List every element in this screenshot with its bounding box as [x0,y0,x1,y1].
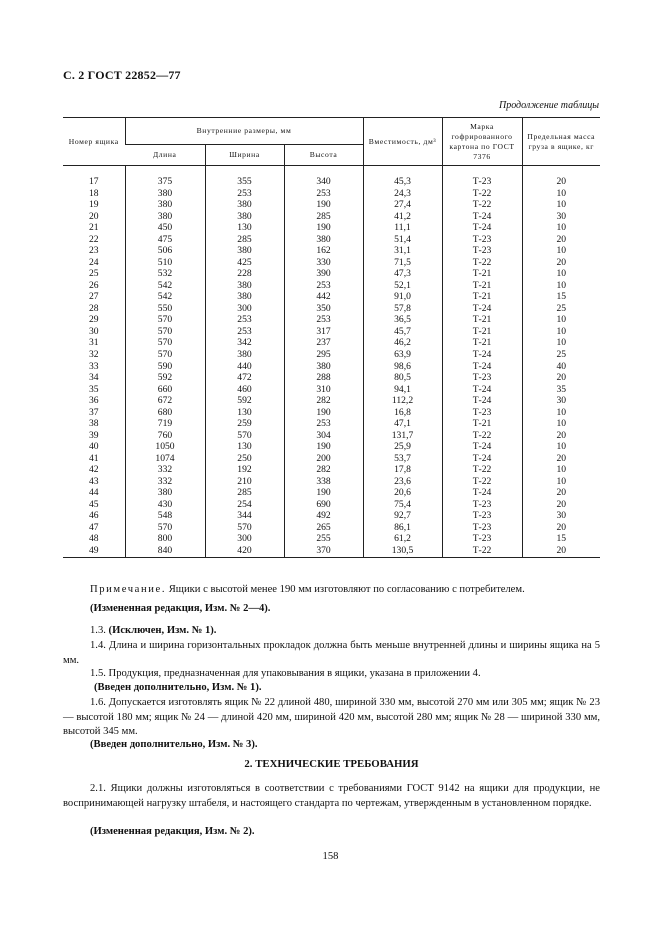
table-cell: 190 [284,441,363,453]
table-cell: 10 [522,188,600,200]
table-cell: 288 [284,372,363,384]
table-cell: Т-23 [442,372,522,384]
table-cell: 255 [284,533,363,545]
table-cell: 254 [205,499,284,511]
table-cell: 130 [205,407,284,419]
table-cell: 40 [88,441,99,453]
table-cell: 10 [522,407,600,419]
table-cell: 91,0 [363,291,442,303]
table-cell: Т-24 [442,487,522,499]
table-cell: 332 [125,476,205,488]
table-cell: 162 [284,245,363,257]
table-cell: 760 [125,430,205,442]
paragraph-1-3-number: 1.3. [90,625,106,636]
table-cell: 310 [284,384,363,396]
table-cell: 24 [88,256,99,268]
table-cell: Т-24 [442,303,522,315]
table-cell: 20 [522,522,600,534]
amendment-note-3: (Введен дополнительно, Изм. № 3). [90,739,258,750]
table-cell: 570 [205,522,284,534]
table-cell: 45,3 [363,176,442,188]
table-cell: 237 [284,337,363,349]
table-cell: 11,1 [363,222,442,234]
table-cell: 46,2 [363,337,442,349]
table-cell: Т-24 [442,349,522,361]
table-cell: 20 [522,487,600,499]
table-row [63,257,600,269]
table-cell: 285 [284,211,363,223]
table-cell: Т-22 [442,464,522,476]
table-cell: Т-24 [442,361,522,373]
col-header-max-load: Предельная масса груза в ящике, кг [522,118,600,166]
table-cell: 295 [284,349,363,361]
table-cell: 192 [205,464,284,476]
table-cell: 21 [88,222,99,234]
table-cell: 51,4 [363,234,442,246]
table-cell: 475 [125,234,205,246]
table-cell: 380 [284,361,363,373]
table-row [63,268,600,280]
table-row [63,453,600,465]
table-row [63,291,600,303]
table-cell: 20 [522,499,600,511]
table-cell: 380 [125,211,205,223]
table-cell: 112,2 [363,395,442,407]
table-cell: 23,6 [363,476,442,488]
table-cell: 300 [205,303,284,315]
table-cell: 10 [522,476,600,488]
table-cell: 460 [205,384,284,396]
table-cell: 28 [88,302,99,314]
table-row [63,211,600,223]
table-cell: Т-21 [442,280,522,292]
table-cell: 548 [125,510,205,522]
table-cell: 370 [284,545,363,557]
paragraph-1-3-text: (Исключен, Изм. № 1). [108,625,217,636]
table-cell: 39 [88,429,99,441]
table-cell: Т-22 [442,188,522,200]
col-header-capacity: Вместимость, дм³ [363,118,442,166]
paragraph-2-1: 2.1. Ящики должны изготовляться в соответствии с требованиями ГОСТ 9142 на ящики для продукции, не воспринимающей нагрузку штабеля, и настоящего стандарта по чертежам, утвержденным в установленном порядке. [63,783,600,809]
note-text: Ящики с высотой менее 190 мм изготовляют по согласованию с потребителем. [168,584,525,595]
table-cell: Т-24 [442,384,522,396]
table-cell: 10 [522,222,600,234]
table-cell: 30 [522,395,600,407]
table-cell: 190 [284,199,363,211]
table-cell: 253 [284,280,363,292]
col-header-width: Ширина [205,145,284,166]
table-cell: 338 [284,476,363,488]
table-row [63,280,600,292]
table-row [63,349,600,361]
table-row [63,441,600,453]
table-cell: 592 [125,372,205,384]
table-cell: 16,8 [363,407,442,419]
table-continuation-label: Продолжение таблицы [498,100,599,111]
page-number: 158 [322,851,339,862]
table-cell: 131,7 [363,430,442,442]
table-cell: 33 [88,360,99,372]
table-cell: 18 [88,187,99,199]
table-cell: 20,6 [363,487,442,499]
table-cell: 380 [205,211,284,223]
table-cell: Т-21 [442,268,522,280]
table-cell: 492 [284,510,363,522]
table-cell: 20 [522,545,600,557]
table-body [63,166,600,558]
table-cell: Т-23 [442,407,522,419]
table-cell: 570 [205,430,284,442]
table-cell: 10 [522,441,600,453]
table-cell: 380 [125,188,205,200]
table-cell: 380 [125,199,205,211]
table-cell: 47 [88,521,99,533]
table-cell: 80,5 [363,372,442,384]
table-cell: 380 [205,199,284,211]
table-row [63,464,600,476]
table-cell: 440 [205,361,284,373]
table-cell: 30 [88,325,99,337]
table-cell: 190 [284,407,363,419]
table-cell: 46 [88,510,99,522]
table-cell: 430 [125,499,205,511]
table-row [63,372,600,384]
table-row [63,395,600,407]
table-cell: 282 [284,395,363,407]
table-cell: 542 [125,291,205,303]
table-cell: 355 [205,176,284,188]
table-cell: 570 [125,314,205,326]
table-cell: 20 [88,210,99,222]
table-row [63,499,600,511]
table-cell: 542 [125,280,205,292]
table-cell: 380 [205,245,284,257]
table-cell: 592 [205,395,284,407]
table-cell: 45,7 [363,326,442,338]
table-row [63,407,600,419]
table-cell: 510 [125,257,205,269]
table-cell: 130 [205,441,284,453]
table-cell: 17,8 [363,464,442,476]
table-cell: 200 [284,453,363,465]
table-cell: 27,4 [363,199,442,211]
table-cell: 49 [63,545,125,557]
table-cell: 10 [522,199,600,211]
table-cell: 420 [205,545,284,557]
paragraph-1-3 [90,624,600,639]
table-cell: 10 [522,280,600,292]
table-cell: Т-22 [442,199,522,211]
table-cell: Т-24 [442,453,522,465]
table-cell: 450 [125,222,205,234]
table-cell: 344 [205,510,284,522]
table-cell: 210 [205,476,284,488]
table-cell: 425 [205,257,284,269]
table-cell: 800 [125,533,205,545]
table-cell: 330 [284,257,363,269]
table-cell: 34 [88,372,99,384]
table-cell: 304 [284,430,363,442]
table-cell: 282 [284,464,363,476]
table-cell: 19 [88,199,99,211]
table-row [63,303,600,315]
table-cell: 10 [522,314,600,326]
page-header: С. 2 ГОСТ 22852—77 [63,68,181,82]
table-cell: 380 [205,291,284,303]
table-cell: Т-23 [442,234,522,246]
table-cell: Т-21 [442,326,522,338]
table-cell: 380 [125,487,205,499]
table-row [63,188,600,200]
table-cell: 31,1 [363,245,442,257]
table-cell: 32 [88,348,99,360]
table-cell: Т-23 [442,176,522,188]
note-label: Примечание. [90,584,167,595]
table-cell: 570 [125,522,205,534]
box-dimensions-table [63,117,600,558]
table-cell: 253 [205,314,284,326]
table-cell: 253 [284,418,363,430]
table-cell: 506 [125,245,205,257]
table-cell: 20 [522,430,600,442]
table-cell: Т-21 [442,418,522,430]
table-cell: 375 [125,176,205,188]
table-cell: Т-23 [442,510,522,522]
table-cell: 24,3 [363,188,442,200]
table-row [63,326,600,338]
table-cell: 390 [284,268,363,280]
table-cell: 75,4 [363,499,442,511]
table-note [90,583,600,598]
table-cell: 570 [125,337,205,349]
table-cell: 550 [125,303,205,315]
table-cell: Т-23 [442,522,522,534]
table-cell: 30 [522,510,600,522]
table-cell: 130 [205,222,284,234]
table-cell: 61,2 [363,533,442,545]
table-row [63,522,600,534]
table-cell: 332 [125,464,205,476]
table-cell: 17 [88,176,99,187]
table-cell: Т-24 [442,395,522,407]
table-cell: 10 [522,268,600,280]
table-cell: 590 [125,361,205,373]
table-cell: 570 [125,326,205,338]
table-cell: 94,1 [363,384,442,396]
col-header-height: Высота [284,145,363,166]
table-cell: 570 [125,349,205,361]
table-cell: Т-24 [442,211,522,223]
table-cell: 25 [88,268,99,280]
table-cell: Т-21 [442,314,522,326]
amendment-note-1: (Измененная редакция, Изм. № 2—4). [90,603,271,614]
table-cell: 672 [125,395,205,407]
table-row [63,384,600,396]
table-cell: 42 [88,464,99,476]
table-cell: 44 [88,487,99,499]
table-cell: 30 [522,211,600,223]
table-cell: 37 [88,406,99,418]
table-cell: 1074 [125,453,205,465]
table-cell: 253 [205,326,284,338]
table-cell: 259 [205,418,284,430]
table-cell: 342 [205,337,284,349]
table-cell: 253 [284,188,363,200]
table-row [63,533,600,545]
table-cell: 36 [88,395,99,407]
table-cell: 250 [205,453,284,465]
paragraph-1-6: 1.6. Допускается изготовлять ящик № 22 длиной 480, шириной 330 мм, высотой 270 мм или 305 мм; ящик № 23 — высотой 180 мм; ящик № 24 — длиной 420 мм, шириной 420 мм, высотой 280 мм; ящик № 28 — шириной 330 мм, высотой 345 мм. [63,697,600,737]
table-cell: 10 [522,245,600,257]
table-cell: 10 [522,464,600,476]
table-cell: 63,9 [363,349,442,361]
table-cell: 840 [125,545,205,557]
table-cell: 31 [88,337,99,349]
paragraph-1-4: 1.4. Длина и ширина горизонтальных прокладок должна быть меньше внутренней длины и ширины ящика на 5 мм. [63,640,600,666]
table-row [63,245,600,257]
table-row [63,476,600,488]
amendment-note-2: (Введен дополнительно, Изм. № 1). [94,682,262,693]
col-header-number: Номер ящика [63,118,125,166]
table-cell: 20 [522,453,600,465]
table-cell: 26 [88,279,99,291]
table-cell: 15 [522,291,600,303]
table-cell: 98,6 [363,361,442,373]
table-cell: 20 [522,176,600,188]
table-cell: 350 [284,303,363,315]
table-cell: 300 [205,533,284,545]
section-title: 2. ТЕХНИЧЕСКИЕ ТРЕБОВАНИЯ [244,758,419,770]
table-cell: 265 [284,522,363,534]
table-cell: 35 [522,384,600,396]
table-row [63,418,600,430]
table-cell: 47,3 [363,268,442,280]
col-header-length: Длина [125,145,205,166]
table-cell: 380 [284,234,363,246]
table-cell: 228 [205,268,284,280]
table-cell: Т-21 [442,291,522,303]
table-cell: 285 [205,487,284,499]
table-row [63,430,600,442]
table-cell: Т-22 [442,476,522,488]
table-cell: Т-21 [442,337,522,349]
table-row [63,222,600,234]
table-cell: 532 [125,268,205,280]
col-header-grade: Марка гофрированного картона по ГОСТ 7376 [442,118,522,166]
table-cell: 20 [522,257,600,269]
table-cell: 25 [522,349,600,361]
table-cell: 41 [88,452,99,464]
table-row [63,337,600,349]
table-cell: 20 [522,234,600,246]
table-cell: 29 [88,314,99,326]
table-row [63,510,600,522]
table-cell: 15 [522,533,600,545]
table-cell: Т-22 [442,257,522,269]
table-cell: 47,1 [363,418,442,430]
table-cell: 43 [88,475,99,487]
table-cell: 41,2 [363,211,442,223]
table-row [63,361,600,373]
table-row [63,234,600,246]
table-cell: 10 [522,326,600,338]
table-cell: Т-24 [442,222,522,234]
table-cell: 35 [88,383,99,395]
table-cell: Т-23 [442,245,522,257]
table-cell: 25,9 [363,441,442,453]
table-cell: 48 [88,533,99,545]
table-cell: 36,5 [363,314,442,326]
table-cell: 285 [205,234,284,246]
amendment-note-4: (Измененная редакция, Изм. № 2). [90,826,255,837]
table-cell: Т-23 [442,533,522,545]
table-cell: 190 [284,222,363,234]
table-cell: 253 [205,188,284,200]
table-cell: 40 [522,361,600,373]
table-cell: Т-23 [442,499,522,511]
table-cell: Т-22 [442,545,522,557]
table-cell: Т-22 [442,430,522,442]
table-cell: 27 [88,291,99,303]
table-cell: 53,7 [363,453,442,465]
table-cell: 71,5 [363,257,442,269]
table-cell: 190 [284,487,363,499]
table-cell: 23 [88,245,99,257]
table-cell: 10 [522,337,600,349]
table-row [63,487,600,499]
table-cell: 130,5 [363,545,442,557]
table-cell: 22 [88,233,99,245]
col-header-inner-dims: Внутренние размеры, мм [125,118,363,145]
table-cell: 340 [284,176,363,188]
table-cell: 57,8 [363,303,442,315]
table-cell: 680 [125,407,205,419]
table-cell: 317 [284,326,363,338]
table-cell: 92,7 [363,510,442,522]
table-cell: 660 [125,384,205,396]
table-cell: 442 [284,291,363,303]
table-cell: 690 [284,499,363,511]
paragraph-1-5: 1.5. Продукция, предназначенная для упаковывания в ящики, указана в приложении 4. [90,668,481,679]
table-row [63,314,600,326]
table-row [63,199,600,211]
table-row [63,176,600,188]
table-cell: 380 [205,349,284,361]
table-cell: 1050 [125,441,205,453]
table-cell: 20 [522,372,600,384]
table-cell: 380 [205,280,284,292]
table-cell: 38 [88,418,99,430]
table-cell: 25 [522,303,600,315]
table-cell: 52,1 [363,280,442,292]
table-cell: 10 [522,418,600,430]
table-cell: 86,1 [363,522,442,534]
table-cell: 253 [284,314,363,326]
table-cell: 472 [205,372,284,384]
table-row [63,545,600,557]
table-cell: 45 [88,498,99,510]
table-cell: 719 [125,418,205,430]
table-cell: Т-24 [442,441,522,453]
